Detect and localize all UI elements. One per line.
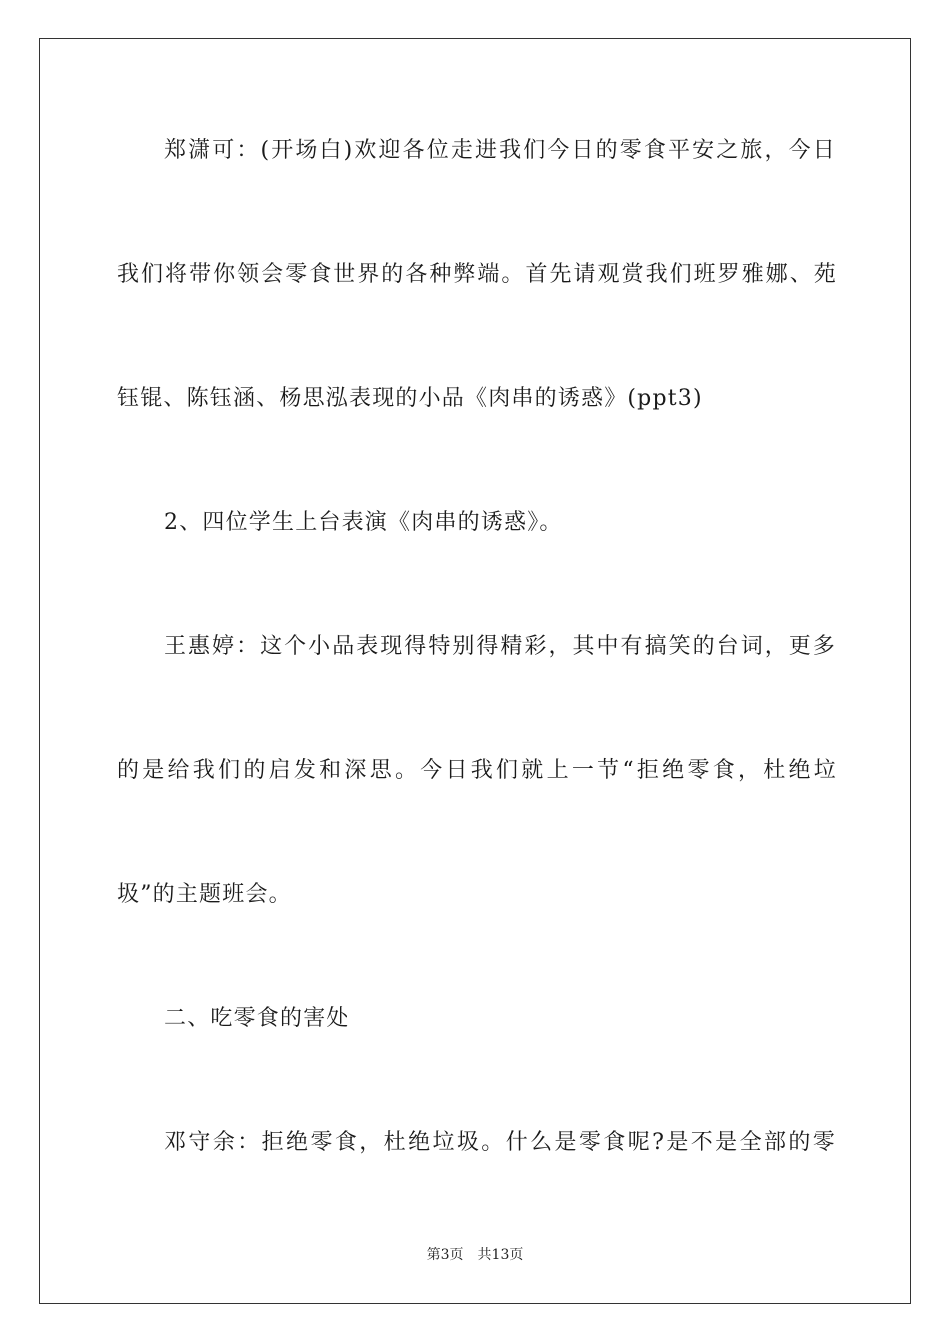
paragraph-line-6: 的是给我们的启发和深思。今日我们就上一节“拒绝零食，杜绝垃 xyxy=(117,758,837,783)
page-number: 第3页 xyxy=(426,1247,464,1263)
paragraph-line-1: 郑潇可：(开场白)欢迎各位走进我们今日的零食平安之旅，今日 xyxy=(164,138,836,163)
page-border xyxy=(39,38,911,1304)
page-total: 共13页 xyxy=(477,1247,524,1263)
paragraph-line-9: 邓守余：拒绝零食，杜绝垃圾。什么是零食呢?是不是全部的零 xyxy=(164,1130,836,1155)
page-footer xyxy=(0,1246,950,1264)
paragraph-line-4: 2、四位学生上台表演《肉串的诱惑》。 xyxy=(164,510,563,535)
paragraph-line-2: 我们将带你领会零食世界的各种弊端。首先请观赏我们班罗雅娜、苑 xyxy=(117,262,837,287)
paragraph-line-5: 王惠婷：这个小品表现得特别得精彩，其中有搞笑的台词，更多 xyxy=(164,634,836,659)
paragraph-line-3: 钰锟、陈钰涵、杨思泓表现的小品《肉串的诱惑》(ppt3) xyxy=(117,386,703,411)
section-heading: 二、吃零食的害处 xyxy=(164,1006,350,1031)
paragraph-line-7: 圾”的主题班会。 xyxy=(117,882,292,907)
